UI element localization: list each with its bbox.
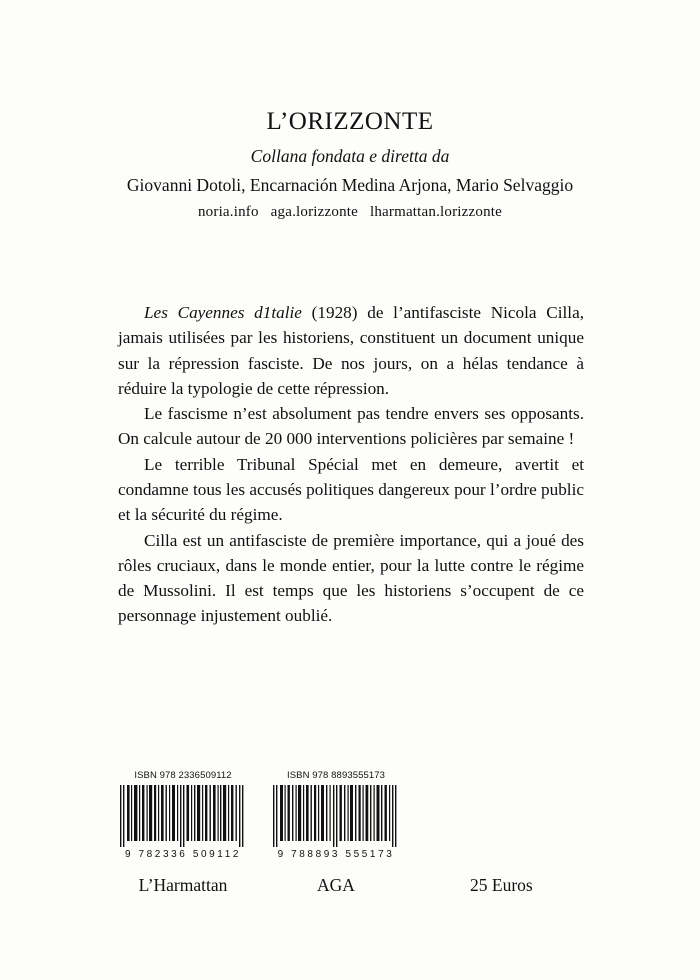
barcode-digits-aga: 9 788893 555173 [277, 849, 395, 860]
blurb-paragraph-3: Le terrible Tribunal Spécial met en demeure, avertit et condamne tous les accusés politiques dangereux pour l’ordre public et la sécurité du régime. [118, 454, 584, 525]
series-header [0, 108, 700, 221]
series-links [0, 204, 700, 221]
series-directors: Giovanni Dotoli, Encarnación Medina Arjona, Mario Selvaggio [126, 175, 574, 195]
footer [0, 875, 700, 915]
series-link-lharmattan: lharmattan.lorizzonte [369, 204, 503, 220]
price-label: 25 Euros [470, 875, 533, 895]
blurb-paragraph-1-text: (1928) de l’antifasciste Nicola Cilla, jamais utilisées par les historiens, constituent un document unique sur la répression fasciste. De nos jours, on a hélas tendance à réduire la typologie de cette répression. [118, 303, 584, 398]
isbn-label-aga: ISBN 978 8893555173 [286, 770, 386, 781]
barcode-digits-lharmattan: 9 782336 509112 [124, 849, 242, 860]
blurb-paragraph-2: Le fascisme n’est absolument pas tendre envers ses opposants. On calcule autour de 20 000 interventions policières par semaine ! [118, 404, 584, 449]
barcode-area [0, 770, 700, 890]
series-title: L’ORIZZONTE [266, 108, 434, 135]
blurb-paragraph-1 [118, 300, 584, 401]
series-link-noria: noria.info [197, 204, 259, 220]
blurb-text [118, 300, 584, 629]
publisher-aga: AGA [317, 875, 355, 895]
series-link-aga: aga.lorizzonte [270, 204, 358, 220]
blurb-book-title: Les Cayennes d1talie [144, 303, 302, 322]
series-subtitle: Collana fondata e diretta da [250, 146, 450, 166]
barcode-group-aga [268, 770, 404, 860]
barcode-icon-aga [271, 785, 401, 847]
barcode-icon-lharmattan [118, 785, 248, 847]
blurb-paragraph-4: Cilla est un antifasciste de première importance, qui a joué des rôles cruciaux, dans le monde entier, pour la lutte contre le régime de Mussolini. Il est temps que les historiens s’occupent de ce personnage injustement oublié. [118, 530, 584, 626]
publisher-lharmattan: L’Harmattan [138, 875, 228, 895]
barcode-group-lharmattan [115, 770, 251, 860]
isbn-label-lharmattan: ISBN 978 2336509112 [134, 770, 232, 781]
